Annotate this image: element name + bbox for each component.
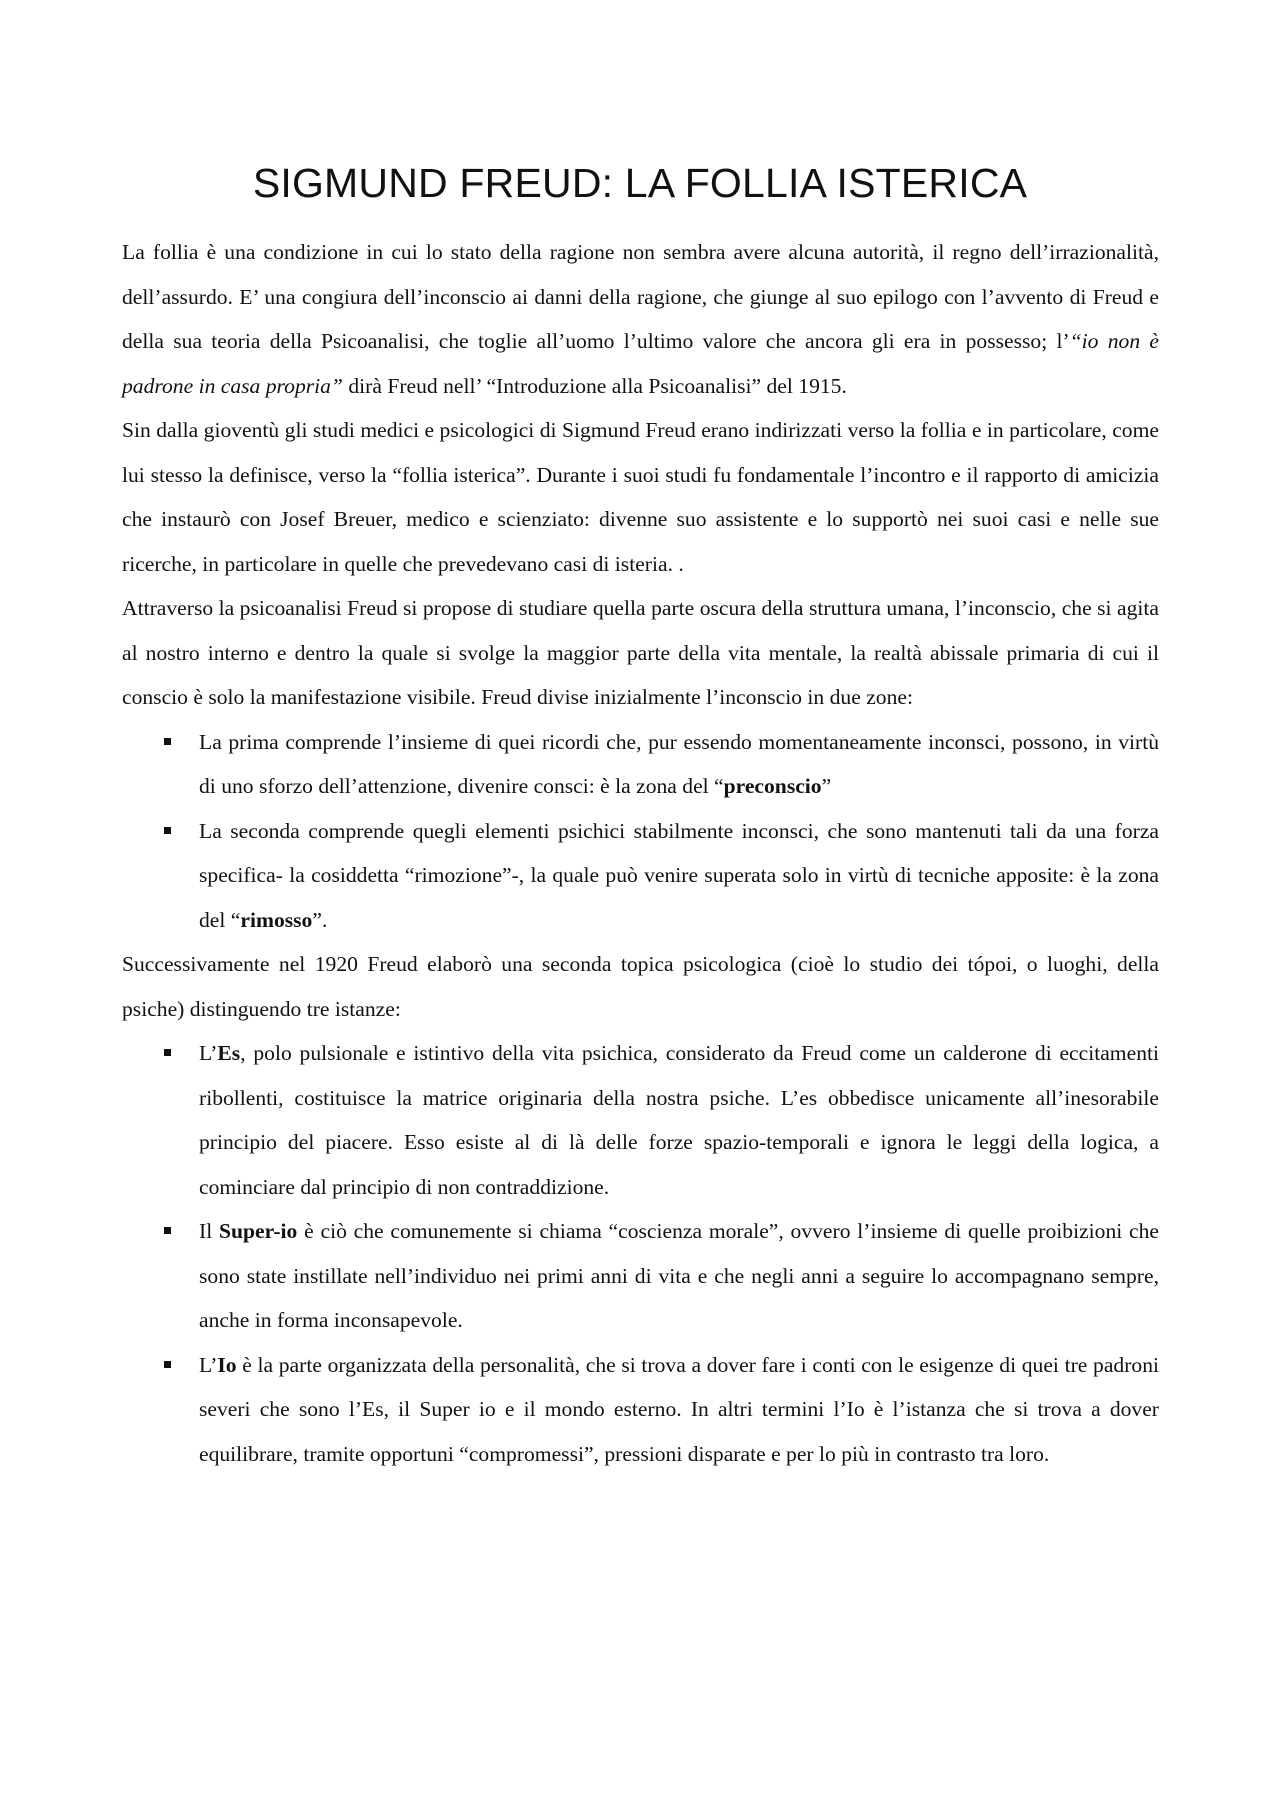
- list-item-text-end: ”: [821, 774, 832, 798]
- term-super-io: Super-io: [218, 1219, 298, 1243]
- document-title: SIGMUND FREUD: LA FOLLIA ISTERICA: [252, 160, 1028, 206]
- paragraph-psychoanalysis: Attraverso la psicoanalisi Freud si propose di studiare quella parte oscura della struttura umana, l’inconscio, che si agita al nostro interno e dentro la quale si svolge la maggior parte della vita mentale, la realtà abissale primaria di cui il conscio è solo la manifestazione visibile. Freud divise inizialmente l’inconscio in due zone:: [122, 596, 1159, 709]
- term-io: Io: [217, 1352, 237, 1377]
- square-bullet-icon: [164, 1049, 171, 1056]
- term-preconscio: preconscio: [723, 774, 822, 798]
- intro-quote: “io non è padrone in casa propria”: [122, 329, 1159, 398]
- list-item-text-end: è la parte organizzata della personalità, che si trova a dover fare i conti con le esigenze di quei tre padroni severi che sono l’Es, il Super io e il mondo esterno. In altri termini l’Io è l’istanza che si trova a dover equilibrare, tramite opportuni “compromessi”, pressioni disparate e per lo più in contrasto tra loro.: [199, 1352, 1159, 1466]
- square-bullet-icon: [164, 827, 171, 834]
- paragraph-youth-studies: Sin dalla gioventù gli studi medici e psicologici di Sigmund Freud erano indirizzati verso la follia e in particolare, come lui stesso la definisce, verso la “follia isterica”. Durante i suoi studi fu fondamentale l’incontro e il rapporto di amicizia che instaurò con Josef Breuer, medico e scienziato: divenne suo assistente e lo supportò nei suoi casi e nelle sue ricerche, in particolare in quelle che prevedevano casi di isteria. .: [122, 418, 1159, 576]
- document-body: [122, 230, 1159, 1476]
- list-item-text-end: ”.: [312, 907, 328, 932]
- list-item-text-end: , polo pulsionale e istintivo della vita psichica, considerato da Freud come un calderone di eccitamenti ribollenti, costituisce la matrice originaria della nostra psiche. L’es obbedisce unicamente all’inesorabile principio del piacere. Esso esiste al di là delle forze spazio-temporali e ignora le leggi della logica, a cominciare dal principio di non contraddizione.: [199, 1041, 1159, 1199]
- zones-list: [122, 720, 1159, 943]
- list-item-text: La prima comprende l’insieme di quei ricordi che, pur essendo momentaneamente inconsci, possono, in virtù di uno sforzo dell’attenzione, divenire consci: è la zona del “: [199, 729, 1159, 798]
- list-item-text: L’: [199, 1041, 218, 1065]
- list-item-io: [122, 1343, 1159, 1477]
- square-bullet-icon: [164, 1361, 171, 1368]
- list-item-text-end: è ciò che comunemente si chiama “coscienza morale”, ovvero l’insieme di quelle proibizioni che sono state instillate nell’individuo nei primi anni di vita e che negli anni a seguire lo accompagnano sempre, anche in forma inconsapevole.: [199, 1219, 1159, 1332]
- term-es: Es: [217, 1041, 241, 1065]
- square-bullet-icon: [164, 738, 171, 745]
- square-bullet-icon: [164, 1227, 171, 1234]
- paragraph-second-topic: Successivamente nel 1920 Freud elaborò una seconda topica psicologica (cioè lo studio dei tópoi, o luoghi, della psiche) distinguendo tre istanze:: [122, 952, 1159, 1021]
- list-item-text: Il: [199, 1219, 219, 1243]
- list-item-super-io: [122, 1209, 1159, 1343]
- list-item-text: La seconda comprende quegli elementi psichici stabilmente inconsci, che sono mantenuti tali da una forza specifica- la cosiddetta “rimozione”-, la quale può venire superata solo in virtù di tecniche apposite: è la zona del “: [199, 818, 1159, 932]
- term-rimosso: rimosso: [240, 907, 313, 932]
- list-item-text: L’: [199, 1352, 218, 1377]
- intro-text-b: dirà Freud nell’ “Introduzione alla Psicoanalisi” del 1915.: [342, 373, 847, 398]
- list-item-repressed: [122, 809, 1159, 943]
- intro-text-a: La follia è una condizione in cui lo stato della ragione non sembra avere alcuna autorità, il regno dell’irrazionalità, dell’assurdo. E’ una congiura dell’inconscio ai danni della ragione, che giunge al suo epilogo con l’avvento di Freud e della sua teoria della Psicoanalisi, che toglie all’uomo l’ultimo valore che ancora gli era in possesso; l’: [122, 240, 1159, 353]
- list-item-es: [122, 1031, 1159, 1209]
- paragraph-intro: [122, 230, 1159, 408]
- list-item-preconscious: [122, 720, 1159, 809]
- instances-list: [122, 1031, 1159, 1476]
